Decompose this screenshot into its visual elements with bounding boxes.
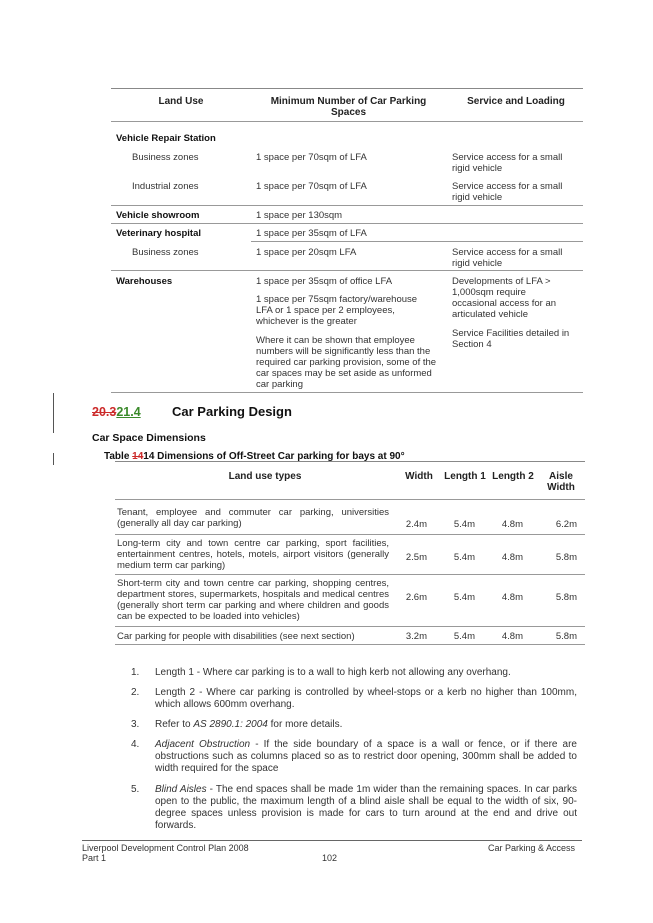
cell-service: Service Facilities detailed in Section 4 <box>452 328 570 350</box>
cell-service: Service access for a small rigid vehicle <box>452 152 563 174</box>
cell-width: 2.5m <box>405 552 427 563</box>
footer-rule <box>82 840 582 841</box>
cell-length-1: 5.4m <box>453 631 475 642</box>
row-label-veterinary-hospital: Veterinary hospital <box>116 228 202 239</box>
row-label-vehicle-showroom: Vehicle showroom <box>116 210 200 221</box>
cell-length-2: 4.8m <box>501 552 523 563</box>
col-header-service-loading: Service and Loading <box>467 96 565 107</box>
cell-service: Developments of LFA > 1,000sqm require occasional access for an articulated vehicle <box>452 276 557 320</box>
table-caption: Table 1414 Dimensions of Off-Street Car parking for bays at 90° <box>104 451 405 462</box>
cell-parking: 1 space per 130sqm <box>256 210 343 221</box>
col-header-land-use-types: Land use types <box>228 471 302 482</box>
footer-part: Part 1 <box>82 853 107 863</box>
footer-page-number: 102 <box>322 853 338 863</box>
footer-chapter: Car Parking & Access <box>488 843 576 853</box>
row-divider <box>111 270 583 271</box>
cell-parking: 1 space per 35sqm of LFA <box>256 228 367 239</box>
section-number-inserted: 21.4 <box>116 405 141 419</box>
section-number-deleted: 20.3 <box>92 405 117 419</box>
cell-aisle-width: 5.8m <box>555 552 577 563</box>
table-bottom-rule <box>111 392 583 393</box>
cell-parking: 1 space per 20sqm LFA <box>256 247 357 258</box>
cell-width: 2.4m <box>405 519 427 530</box>
row-divider <box>115 574 585 575</box>
cell-use: Business zones <box>132 152 199 163</box>
cell-use: Industrial zones <box>132 181 199 192</box>
table-row-land-use: Car parking for people with disabilities (see next section) <box>117 631 355 642</box>
cell-aisle-width: 6.2m <box>555 519 577 530</box>
cell-length-2: 4.8m <box>501 631 523 642</box>
cell-length-2: 4.8m <box>501 519 523 530</box>
caption-number-deleted: 14 <box>132 451 144 462</box>
cell-length-2: 4.8m <box>501 592 523 603</box>
change-bar <box>53 393 54 433</box>
cell-length-1: 5.4m <box>453 592 475 603</box>
row-label-vehicle-repair: Vehicle Repair Station <box>116 133 216 144</box>
section-number <box>92 405 141 419</box>
cell-parking: 1 space per 75sqm factory/warehouse LFA or 1 space per 2 employees, whichever is the greater <box>256 294 418 327</box>
table-row-land-use: Long-term city and town centre car parking, sport facilities, entertainment centres, hotels, motels, airport visitors (generally medium term car parking) <box>117 538 389 571</box>
cell-service: Service access for a small rigid vehicle <box>452 181 563 203</box>
cell-width: 3.2m <box>405 631 427 642</box>
table-bottom-rule <box>115 644 585 645</box>
cell-parking: Where it can be shown that employee numbers will be significantly less than the required car parking provision, some of the car spaces may be set aside as unformed car parking <box>256 335 437 390</box>
cell-length-1: 5.4m <box>453 552 475 563</box>
col-header-length-2: Length 2 <box>492 471 534 482</box>
cell-parking: 1 space per 70sqm of LFA <box>256 181 367 192</box>
cell-aisle-width: 5.8m <box>555 631 577 642</box>
row-label-warehouses: Warehouses <box>116 276 173 287</box>
col-header-aisle-width: Aisle Width <box>547 471 575 493</box>
row-divider <box>111 223 583 224</box>
cell-parking: 1 space per 35sqm of office LFA <box>256 276 393 287</box>
cell-length-1: 5.4m <box>453 519 475 530</box>
land-use-parking-table <box>111 88 583 390</box>
subheading: Car Space Dimensions <box>92 432 206 444</box>
col-header-land-use: Land Use <box>158 96 204 107</box>
standard-reference: AS 2890.1: 2004 <box>193 719 268 730</box>
cell-use: Business zones <box>132 247 199 258</box>
change-bar <box>53 453 54 465</box>
row-divider <box>111 121 583 122</box>
row-divider <box>115 626 585 627</box>
row-divider <box>251 241 583 242</box>
car-space-dimensions-table <box>115 461 585 642</box>
cell-width: 2.6m <box>405 592 427 603</box>
cell-service: Service access for a small rigid vehicle <box>452 247 563 269</box>
cell-aisle-width: 5.8m <box>555 592 577 603</box>
footer-document-title: Liverpool Development Control Plan 2008 <box>82 843 249 853</box>
cell-parking: 1 space per 70sqm of LFA <box>256 152 367 163</box>
col-header-length-1: Length 1 <box>444 471 486 482</box>
caption-number-inserted: 14 <box>143 451 155 462</box>
section-title: Car Parking Design <box>172 404 292 419</box>
table-row-land-use: Tenant, employee and commuter car parking, universities (generally all day car parking) <box>117 507 389 529</box>
row-divider <box>115 499 585 500</box>
col-header-width: Width <box>405 471 433 482</box>
table-row-land-use: Short-term city and town centre car parking, shopping centres, department stores, supermarkets, hospitals and medical centres (generally short term car parking and where children and goods can be expected to be loaded into vehicles) <box>117 578 389 622</box>
row-divider <box>115 534 585 535</box>
col-header-min-parking: Minimum Number of Car Parking Spaces <box>270 96 427 118</box>
row-divider <box>111 205 583 206</box>
